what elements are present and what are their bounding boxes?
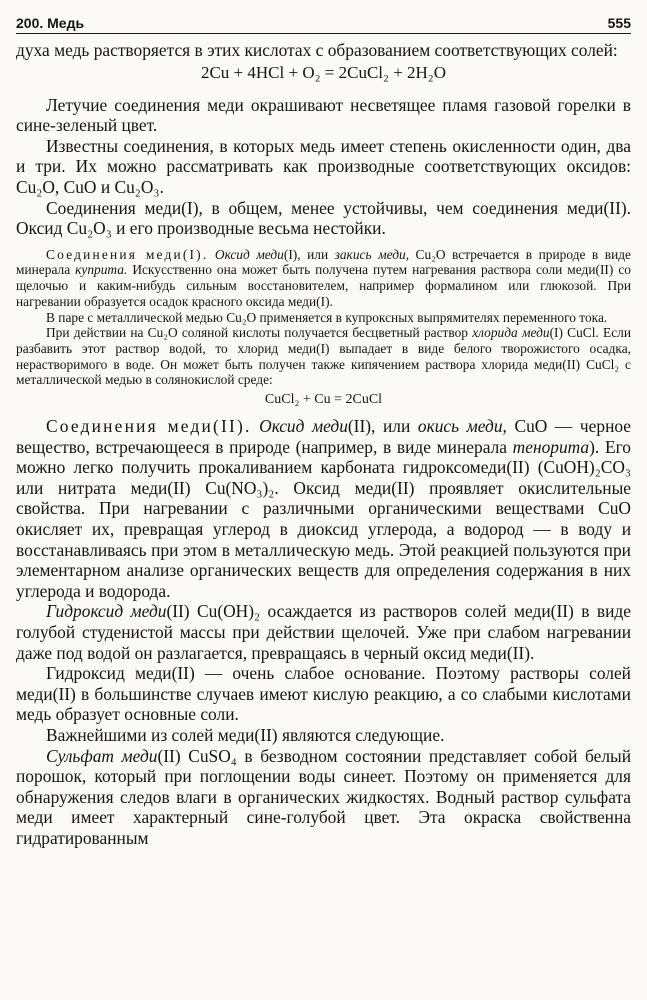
equation-1: 2Cu + 4HCl + O₂ = 2CuCl₂ + 2H₂O: [200, 62, 447, 82]
paragraph-salts: Важнейшими из солей меди(II) являются следующие.: [46, 724, 445, 745]
section-heading: Соединения меди(II).: [46, 416, 252, 437]
small-paragraph-rectifiers: В паре с металлической медью Cu₂O применяется в купроксных выпрямителях переменного тока.: [46, 309, 608, 325]
header-section-title: 200. Медь: [16, 15, 85, 31]
equation-2: CuCl₂ + Cu = 2CuCl: [264, 392, 383, 408]
page-content: [16, 40, 631, 849]
paragraph-2: Летучие соединения меди окрашивают несветящее пламя газовой горелки в сине-зеленый цвет.: [16, 94, 631, 136]
paragraph-sulfate: Сульфат меди(II) CuSO₄ в безводном состоянии представляет собой белый порошок, который при поглощении воды синеет. Поэтому он применяется для обнаружения следов влаги в органических жидкостях. Водный раствор сульфата меди имеет характерный сине-голубой цвет. Эта окраска свойственна гидратированным: [16, 745, 631, 848]
paragraph-1: духа медь растворяется в этих кислотах с образованием соответствующих солей:: [16, 40, 618, 60]
small-paragraph-copper-i: Соединения меди(I). Оксид меди(I), или закись меди, Cu₂O встречается в природе в виде минерала куприта. Искусственно она может быть получена путем нагревания раствора соли меди(II) со щелочью и каким-нибудь сильным восстановителем, например формалином или глюкозой. При нагревании образуется осадок красного оксида меди(I).: [16, 246, 631, 309]
term: хлорида меди: [472, 325, 550, 341]
page-number: 555: [607, 15, 631, 31]
running-header: [16, 8, 631, 34]
term: Гидроксид меди: [46, 601, 167, 622]
term: куприта.: [75, 262, 128, 278]
paragraph-weak-base: Гидроксид меди(II) — очень слабое основание. Поэтому растворы солей меди(II) в большинстве случаев имеют кислую реакцию, а со слабыми кислотами медь образует основные соли.: [16, 663, 631, 725]
term: закись меди,: [334, 246, 410, 262]
term: тенорита: [512, 436, 590, 457]
paragraph-3: Известны соединения, в которых медь имеет степень окисленности один, два и три. Их можно рассматривать как производные соответствующих оксидов: Cu₂O, CuO и Cu₂O₃.: [16, 135, 631, 197]
term: Оксид меди: [214, 246, 284, 262]
term: Оксид меди: [259, 416, 348, 437]
section-heading: Соединения меди(I).: [46, 246, 209, 262]
term: Сульфат меди: [46, 745, 158, 766]
term: окись меди,: [417, 416, 507, 437]
paragraph-copper-ii: Соединения меди(II). Оксид меди(II), или окись меди, CuO — черное вещество, встречающееся в природе (например, в виде минерала тенорита). Его можно легко получить прокаливанием карбоната гидроксомеди(II) (CuOH)₂CO₃ или нитрата меди(II) Cu(NO₃)₂. Оксид меди(II) проявляет окислительные свойства. При нагревании с различными органическими веществами CuO окисляет их, превращая углерод в диоксид углерода, а водород — в воду и восстанавливаясь при этом в металлическую медь. Этой реакцией пользуются при элементарном анализе органических веществ для определения содержания в них углерода и водорода.: [16, 416, 632, 601]
paragraph-hydroxide: Гидроксид меди(II) Cu(OH)₂ осаждается из растворов солей меди(II) в виде голубой студенистой массы при действии щелочей. Уже при слабом нагревании даже под водой он разлагается, превращаясь в черный оксид меди(II).: [16, 601, 631, 663]
small-paragraph-chloride: При действии на Cu₂O соляной кислоты получается бесцветный раствор хлорида меди(I) CuCl. Если разбавить этот раствор водой, то хлорид меди(I) выпадает в виде белого творожистого осадка, нерастворимого в воде. Он может быть получен также кипячением раствора хлорида меди(II) CuCl₂ с металлической медью в солянокислой среде:: [16, 325, 631, 388]
paragraph-4: Соединения меди(I), в общем, менее устойчивы, чем соединения меди(II). Оксид Cu₂O₃ и его производные весьма нестойки.: [16, 197, 631, 239]
